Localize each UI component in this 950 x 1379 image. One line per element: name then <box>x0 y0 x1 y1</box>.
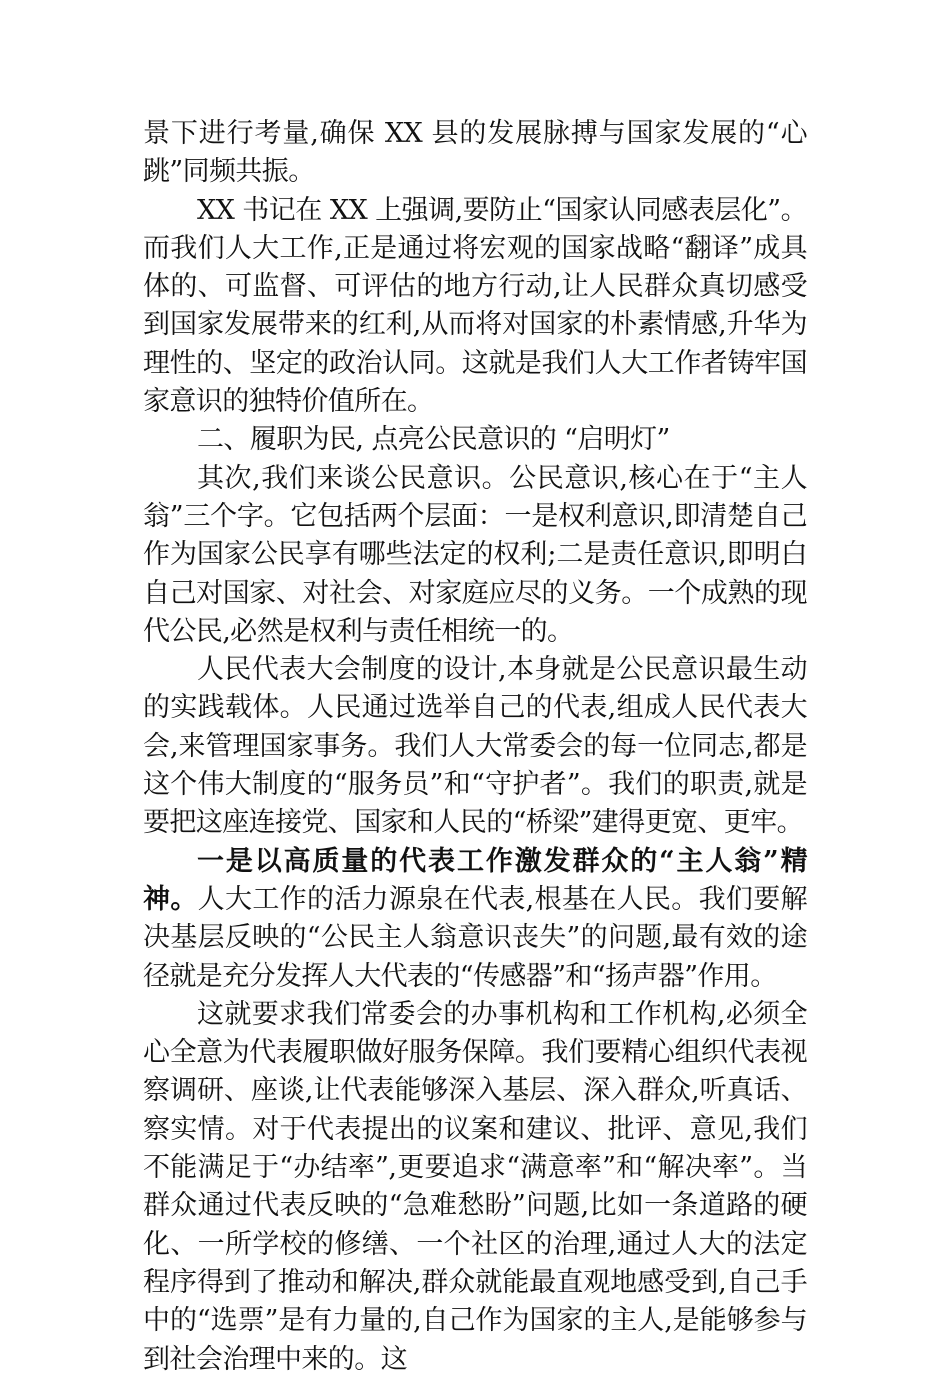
paragraph-first-point <box>143 843 807 996</box>
paragraph-continuation: 景下进行考量,确保 XX 县的发展脉搏与国家发展的“心跳”同频共振。 <box>143 118 807 188</box>
section-heading-2: 二、履职为民, 点亮公民意识的 “启明灯” <box>197 424 670 456</box>
first-point-lead: 一是以高质量的代表工作激发群众的“主人翁”精神。 <box>143 845 807 915</box>
paragraph-secretary-remarks: XX 书记在 XX 上强调,要防止“国家认同感表层化”。而我们人大工作,正是通过将宏观的国家战略“翻译”成具体的、可监督、可评估的地方行动,让人民群众真切感受到国家发展带来的红利,从而将对国家的朴素情感,升华为理性的、坚定的政治认同。这就是我们人大工作者铸牢国家意识的独特价值所在。 <box>143 194 807 418</box>
paragraph-citizen-awareness: 其次,我们来谈公民意识。公民意识,核心在于“主人翁”三个字。它包括两个层面：一是权利意识,即清楚自己作为国家公民享有哪些法定的权利;二是责任意识,即明白自己对国家、对社会、对家庭应尽的义务。一个成熟的现代公民,必然是权利与责任相统一的。 <box>143 462 807 647</box>
document-page <box>143 115 807 1379</box>
paragraph-service-requirement: 这就要求我们常委会的办事机构和工作机构,必须全心全意为代表履职做好服务保障。我们要精心组织代表视察调研、座谈,让代表能够深入基层、深入群众,听真话、察实情。对于代表提出的议案和建议、批评、意见,我们不能满足于“办结率”,更要追求“满意率”和“解决率”。当群众通过代表反映的“急难愁盼”问题,比如一条道路的硬化、一所学校的修缮、一个社区的治理,通过人大的法定程序得到了推动和解决,群众就能最直观地感受到,自己手中的“选票”是有力量的,自己作为国家的主人,是能够参与到社会治理中来的。这 <box>143 998 807 1375</box>
first-point-body: 人大工作的活力源泉在代表,根基在人民。我们要解决基层反映的“公民主人翁意识丧失”的问题,最有效的途径就是充分发挥人大代表的“传感器”和“扬声器”作用。 <box>143 883 807 992</box>
paragraph-people-congress-system: 人民代表大会制度的设计,本身就是公民意识最生动的实践载体。人民通过选举自己的代表,组成人民代表大会,来管理国家事务。我们人大常委会的每一位同志,都是这个伟大制度的“服务员”和“守护者”。我们的职责,就是要把这座连接党、国家和人民的“桥梁”建得更宽、更牢。 <box>143 654 807 839</box>
